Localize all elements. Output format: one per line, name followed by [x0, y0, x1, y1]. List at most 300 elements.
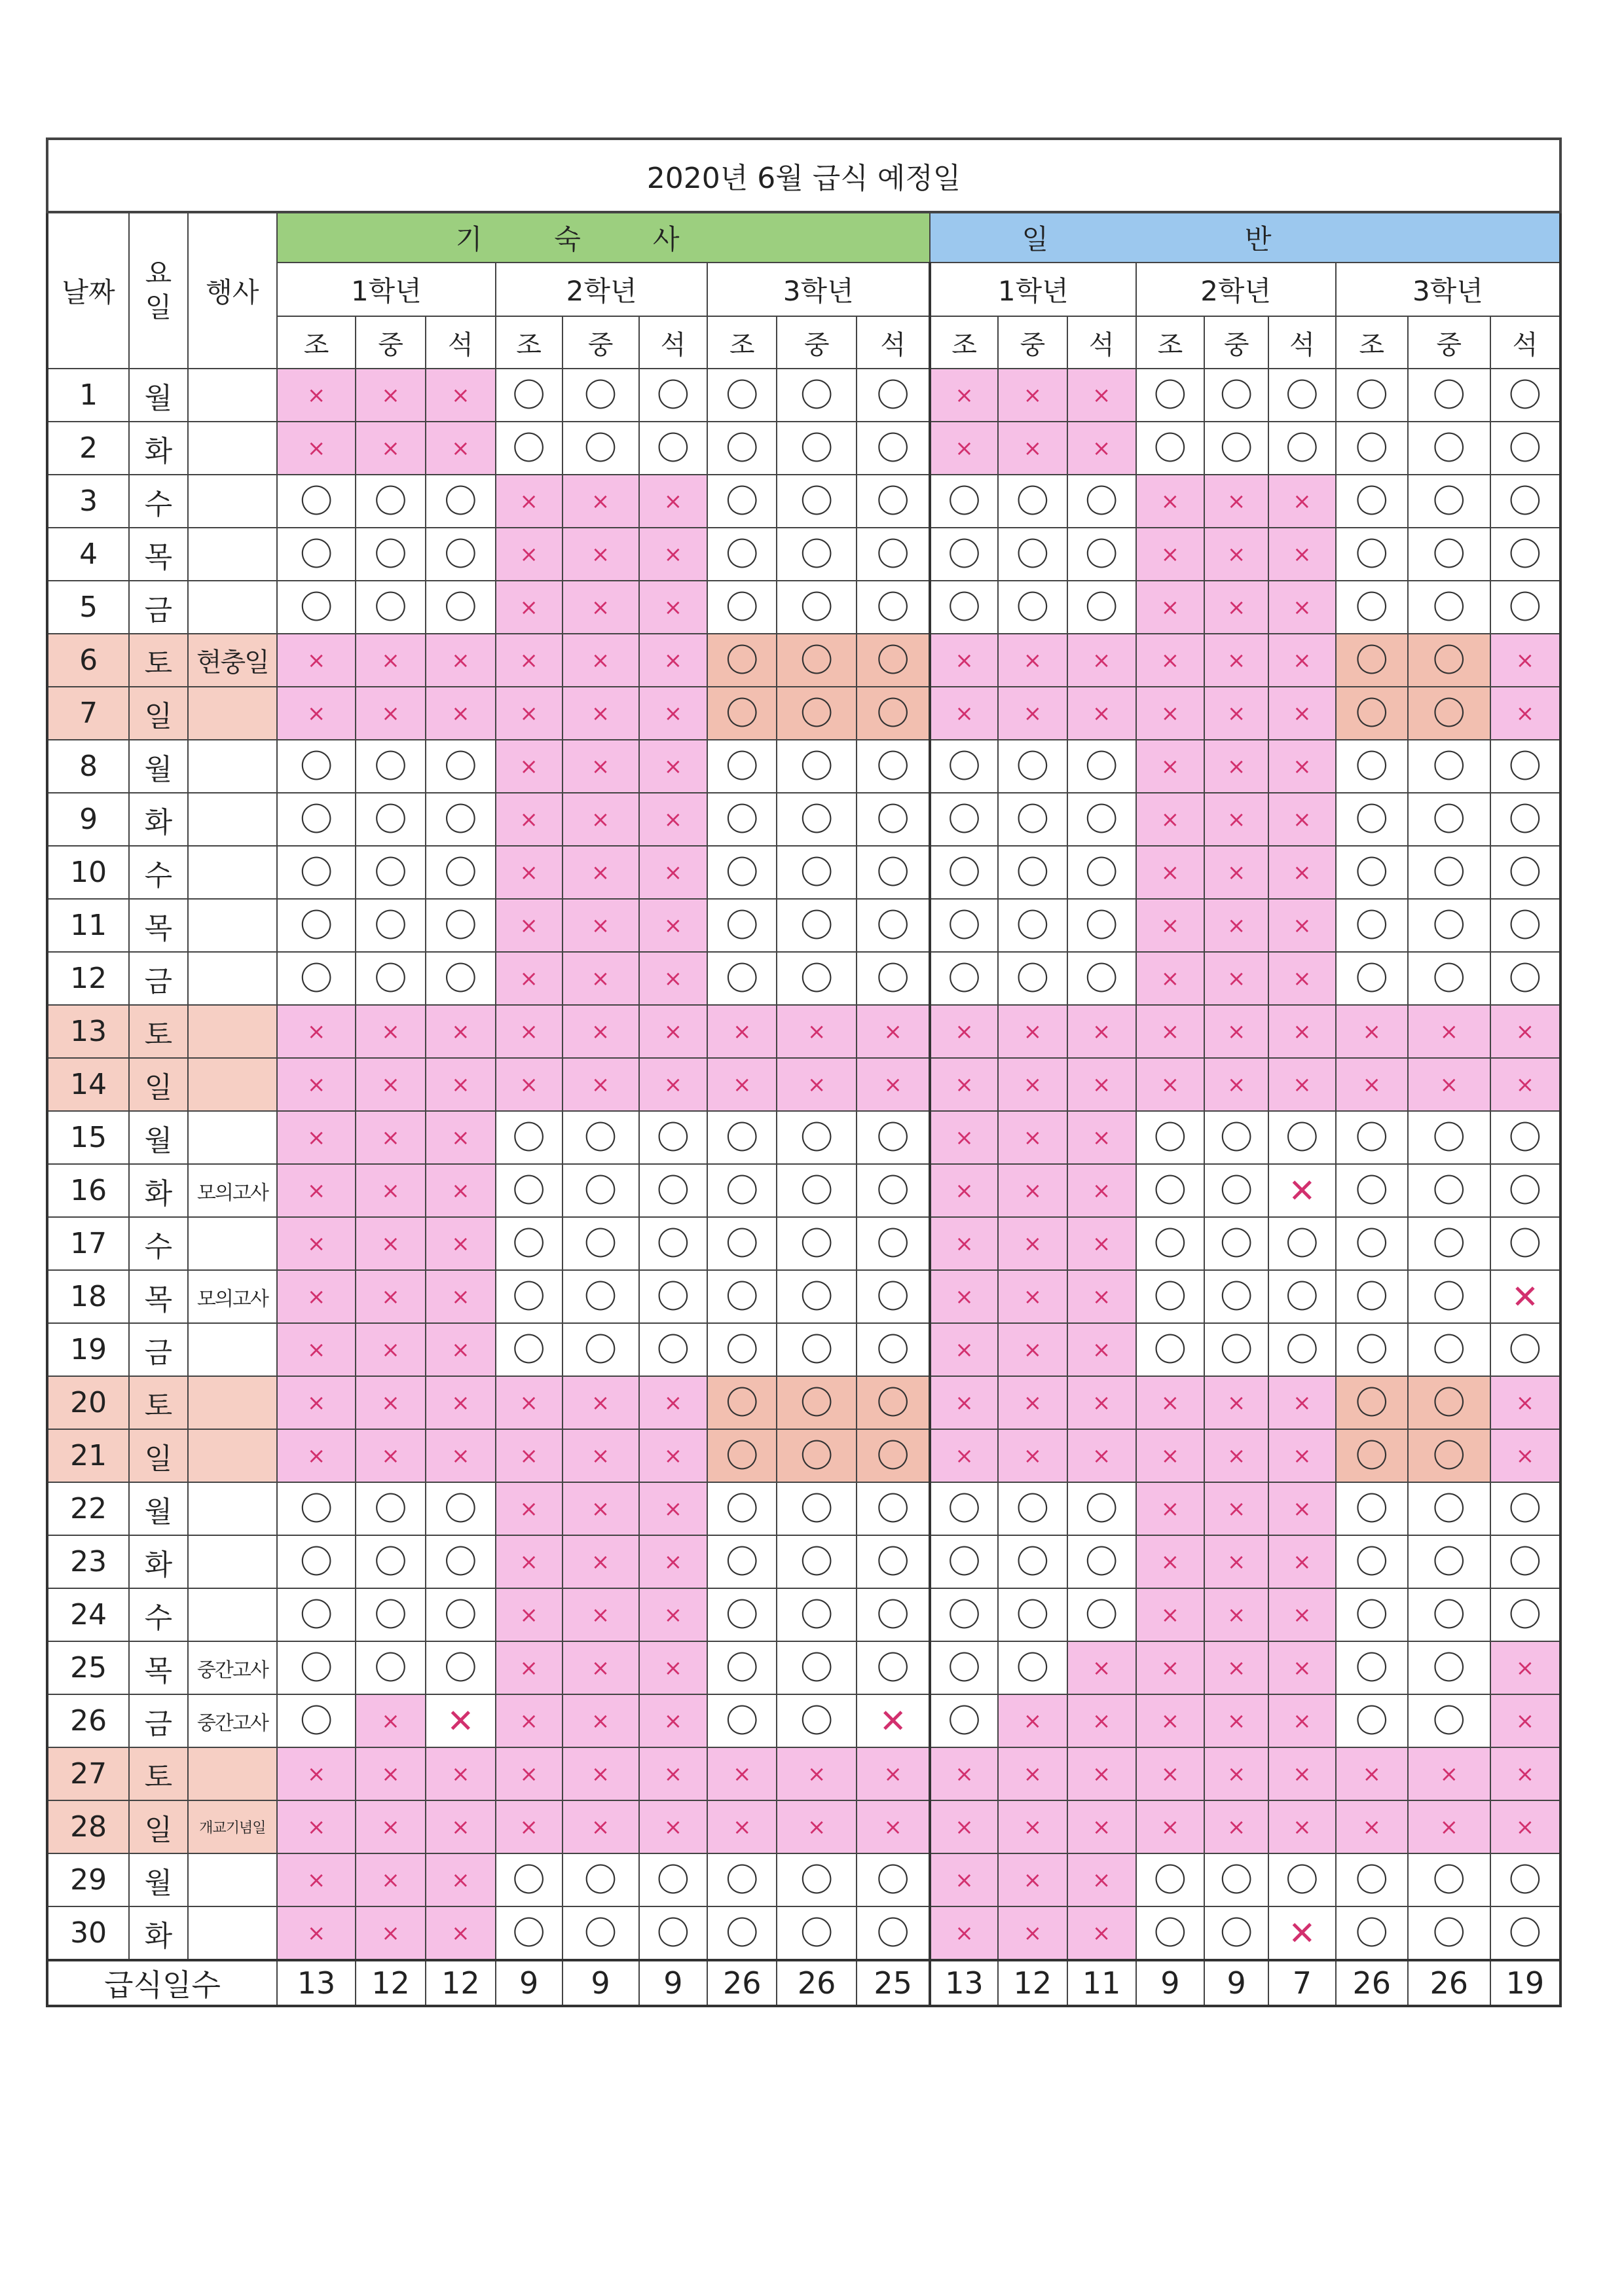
no-meal-mark: × — [1067, 422, 1136, 475]
no-meal-mark: × — [998, 1217, 1067, 1270]
meal-mark: 〇 — [857, 1323, 930, 1376]
no-meal-mark: × — [1067, 1800, 1136, 1853]
meal-mark: 〇 — [639, 1111, 708, 1164]
no-meal-mark: × — [426, 369, 496, 422]
meal-mark: 〇 — [639, 1853, 708, 1906]
event-cell — [188, 581, 277, 634]
meal-mark: 〇 — [1067, 475, 1136, 528]
meal-mark: 〇 — [1336, 422, 1408, 475]
total-value: 9 — [639, 1960, 708, 2006]
no-meal-mark: × — [496, 1694, 563, 1747]
meal-mark: 〇 — [563, 1217, 639, 1270]
meal-header: 중 — [777, 316, 857, 369]
no-meal-mark: × — [1204, 846, 1268, 899]
meal-header: 중 — [1408, 316, 1490, 369]
meal-mark: 〇 — [563, 1164, 639, 1217]
meal-mark: 〇 — [998, 740, 1067, 793]
meal-mark: 〇 — [1204, 1217, 1268, 1270]
no-meal-mark: × — [639, 634, 708, 687]
grade-header: 1학년 — [277, 263, 496, 316]
meal-mark: 〇 — [1136, 1217, 1205, 1270]
meal-mark: 〇 — [1336, 740, 1408, 793]
no-meal-mark: × — [563, 1588, 639, 1641]
no-meal-mark: × — [1136, 793, 1205, 846]
header-dow — [129, 212, 188, 369]
dow-cell: 토 — [129, 1005, 188, 1058]
no-meal-mark: × — [1268, 1535, 1336, 1588]
meal-mark: 〇 — [1336, 1853, 1408, 1906]
page-title: 2020년 6월 급식 예정일 — [47, 139, 1560, 212]
no-meal-mark: × — [1204, 634, 1268, 687]
no-meal-mark: × — [998, 687, 1067, 740]
meal-mark: 〇 — [857, 793, 930, 846]
meal-mark: 〇 — [1136, 1906, 1205, 1960]
no-meal-mark: × — [639, 1588, 708, 1641]
meal-mark: 〇 — [1067, 1588, 1136, 1641]
meal-mark: 〇 — [777, 1588, 857, 1641]
date-cell: 27 — [47, 1747, 129, 1800]
meal-mark: 〇 — [1490, 1111, 1560, 1164]
dow-cell: 금 — [129, 952, 188, 1005]
dow-cell: 수 — [129, 1588, 188, 1641]
meal-mark: 〇 — [857, 1217, 930, 1270]
table-row — [47, 1164, 1560, 1217]
no-meal-mark: × — [356, 369, 426, 422]
no-meal-mark: × — [1067, 1058, 1136, 1111]
no-meal-mark: × — [1204, 952, 1268, 1005]
no-meal-mark: × — [639, 475, 708, 528]
meal-mark: 〇 — [1336, 899, 1408, 952]
event-cell: 중간고사 — [188, 1641, 277, 1694]
event-cell — [188, 475, 277, 528]
header-dow-text: 요 일 — [145, 257, 172, 323]
date-cell: 22 — [47, 1482, 129, 1535]
meal-mark: 〇 — [777, 1323, 857, 1376]
no-meal-mark: × — [857, 1747, 930, 1800]
table-row — [47, 581, 1560, 634]
meal-mark: 〇 — [1336, 1588, 1408, 1641]
meal-mark: 〇 — [1268, 1111, 1336, 1164]
meal-mark: 〇 — [639, 1323, 708, 1376]
meal-mark: 〇 — [563, 422, 639, 475]
no-meal-mark: × — [777, 1800, 857, 1853]
date-cell: 18 — [47, 1270, 129, 1323]
meal-mark: 〇 — [707, 1376, 777, 1429]
no-meal-mark: × — [496, 1429, 563, 1482]
no-meal-mark: × — [356, 1323, 426, 1376]
no-meal-mark: × — [426, 1058, 496, 1111]
meal-mark: 〇 — [1268, 1217, 1336, 1270]
meal-mark: 〇 — [356, 740, 426, 793]
grade-header: 3학년 — [707, 263, 930, 316]
meal-mark: 〇 — [1336, 369, 1408, 422]
no-meal-mark: × — [998, 1376, 1067, 1429]
meal-mark: 〇 — [857, 740, 930, 793]
meal-mark: 〇 — [1408, 528, 1490, 581]
no-meal-mark: × — [563, 475, 639, 528]
meal-mark: 〇 — [1136, 1111, 1205, 1164]
no-meal-mark: × — [1136, 528, 1205, 581]
no-meal-mark: × — [426, 1853, 496, 1906]
event-cell — [188, 1005, 277, 1058]
no-meal-mark: × — [639, 740, 708, 793]
no-meal-mark: × — [1136, 899, 1205, 952]
total-value: 26 — [1336, 1960, 1408, 2006]
meal-mark: 〇 — [277, 1535, 356, 1588]
no-meal-mark: × — [356, 687, 426, 740]
no-meal-mark: × — [496, 1588, 563, 1641]
no-meal-mark: × — [426, 1217, 496, 1270]
no-meal-mark: × — [426, 1906, 496, 1960]
no-meal-mark: × — [1408, 1005, 1490, 1058]
header-date: 날짜 — [47, 212, 129, 369]
meal-mark: 〇 — [777, 1270, 857, 1323]
meal-header: 조 — [496, 316, 563, 369]
dow-cell: 목 — [129, 1641, 188, 1694]
meal-mark: 〇 — [857, 899, 930, 952]
meal-mark: 〇 — [707, 1217, 777, 1270]
meal-mark: 〇 — [777, 634, 857, 687]
meal-mark: 〇 — [857, 1853, 930, 1906]
no-meal-mark: × — [777, 1005, 857, 1058]
no-meal-mark: × — [1268, 1588, 1336, 1641]
no-meal-mark: × — [998, 1853, 1067, 1906]
meal-header: 조 — [1336, 316, 1408, 369]
meal-mark: 〇 — [563, 1853, 639, 1906]
date-cell: 1 — [47, 369, 129, 422]
no-meal-mark: × — [1268, 952, 1336, 1005]
no-meal-mark: × — [1268, 634, 1336, 687]
date-cell: 17 — [47, 1217, 129, 1270]
no-meal-mark: × — [930, 687, 998, 740]
meal-mark: 〇 — [1336, 1270, 1408, 1323]
header-event: 행사 — [188, 212, 277, 369]
total-value: 7 — [1268, 1960, 1336, 2006]
no-meal-mark: × — [707, 1800, 777, 1853]
table-row — [47, 1111, 1560, 1164]
meal-mark: 〇 — [930, 528, 998, 581]
no-meal-mark: × — [998, 422, 1067, 475]
meal-mark: 〇 — [1490, 1164, 1560, 1217]
no-meal-mark: × — [1268, 1747, 1336, 1800]
no-meal-mark: × — [639, 1694, 708, 1747]
no-meal-mark: × — [1336, 1005, 1408, 1058]
meal-mark: 〇 — [1408, 581, 1490, 634]
meal-mark: 〇 — [1067, 528, 1136, 581]
no-meal-mark: ✕ — [1268, 1906, 1336, 1960]
meal-mark: 〇 — [707, 899, 777, 952]
date-cell: 8 — [47, 740, 129, 793]
no-meal-mark: × — [356, 1376, 426, 1429]
meal-mark: 〇 — [777, 475, 857, 528]
meal-mark: 〇 — [1408, 1270, 1490, 1323]
no-meal-mark: × — [639, 687, 708, 740]
meal-mark: 〇 — [1408, 1482, 1490, 1535]
no-meal-mark: × — [426, 422, 496, 475]
no-meal-mark: × — [930, 634, 998, 687]
group-header-dorm: 기숙사 — [277, 212, 930, 263]
meal-mark: 〇 — [1268, 1853, 1336, 1906]
dow-cell: 일 — [129, 1800, 188, 1853]
no-meal-mark: × — [563, 1800, 639, 1853]
no-meal-mark: × — [277, 1800, 356, 1853]
no-meal-mark: × — [277, 422, 356, 475]
no-meal-mark: × — [930, 1164, 998, 1217]
meal-mark: 〇 — [1408, 740, 1490, 793]
meal-mark: 〇 — [857, 846, 930, 899]
dow-cell: 월 — [129, 1482, 188, 1535]
totals-row — [47, 1960, 1560, 2006]
meal-mark: 〇 — [1336, 1376, 1408, 1429]
meal-mark: 〇 — [356, 952, 426, 1005]
dow-cell: 월 — [129, 740, 188, 793]
meal-mark: 〇 — [1490, 952, 1560, 1005]
meal-mark: 〇 — [707, 687, 777, 740]
meal-mark: 〇 — [1490, 369, 1560, 422]
event-cell — [188, 369, 277, 422]
dow-cell: 금 — [129, 1323, 188, 1376]
event-cell — [188, 1588, 277, 1641]
total-value: 9 — [563, 1960, 639, 2006]
no-meal-mark: × — [1268, 1800, 1336, 1853]
meal-mark: 〇 — [1408, 1429, 1490, 1482]
meal-mark: 〇 — [777, 1853, 857, 1906]
meal-mark: 〇 — [998, 899, 1067, 952]
no-meal-mark: × — [1268, 740, 1336, 793]
date-cell: 5 — [47, 581, 129, 634]
event-cell — [188, 1376, 277, 1429]
meal-header: 중 — [998, 316, 1067, 369]
meal-mark: 〇 — [1268, 369, 1336, 422]
meal-mark: 〇 — [930, 1482, 998, 1535]
meal-mark: 〇 — [1490, 1853, 1560, 1906]
no-meal-mark: × — [496, 475, 563, 528]
event-cell: 현충일 — [188, 634, 277, 687]
dow-cell: 토 — [129, 1376, 188, 1429]
table-row — [47, 899, 1560, 952]
no-meal-mark: × — [356, 1853, 426, 1906]
meal-mark: 〇 — [639, 1906, 708, 1960]
no-meal-mark: × — [496, 528, 563, 581]
meal-mark: 〇 — [1204, 1323, 1268, 1376]
date-cell: 25 — [47, 1641, 129, 1694]
table-row — [47, 528, 1560, 581]
no-meal-mark: × — [857, 1800, 930, 1853]
dow-cell: 목 — [129, 528, 188, 581]
no-meal-mark: × — [998, 1270, 1067, 1323]
meal-mark: 〇 — [1490, 1482, 1560, 1535]
meal-header: 중 — [563, 316, 639, 369]
table-row — [47, 793, 1560, 846]
meal-mark: 〇 — [277, 528, 356, 581]
no-meal-mark: × — [496, 740, 563, 793]
meal-mark: 〇 — [1408, 1376, 1490, 1429]
no-meal-mark: × — [1204, 793, 1268, 846]
meal-mark: 〇 — [1136, 1323, 1205, 1376]
event-cell — [188, 528, 277, 581]
no-meal-mark: × — [930, 369, 998, 422]
meal-mark: 〇 — [777, 1376, 857, 1429]
meal-mark: 〇 — [1136, 1164, 1205, 1217]
no-meal-mark: × — [639, 1429, 708, 1482]
no-meal-mark: × — [1136, 1376, 1205, 1429]
meal-mark: 〇 — [426, 846, 496, 899]
meal-mark: 〇 — [277, 1588, 356, 1641]
no-meal-mark: × — [777, 1058, 857, 1111]
no-meal-mark: × — [1268, 475, 1336, 528]
no-meal-mark: × — [1136, 1800, 1205, 1853]
no-meal-mark: × — [1204, 1376, 1268, 1429]
meal-mark: 〇 — [857, 1429, 930, 1482]
no-meal-mark: × — [998, 634, 1067, 687]
no-meal-mark: × — [1067, 1641, 1136, 1694]
grade-header: 1학년 — [930, 263, 1135, 316]
meal-mark: 〇 — [857, 1164, 930, 1217]
meal-mark: 〇 — [930, 475, 998, 528]
meal-mark: 〇 — [1204, 1270, 1268, 1323]
meal-mark: 〇 — [277, 793, 356, 846]
meal-mark: 〇 — [707, 1270, 777, 1323]
dow-cell: 목 — [129, 1270, 188, 1323]
no-meal-mark: × — [356, 1906, 426, 1960]
no-meal-mark: × — [1204, 1005, 1268, 1058]
no-meal-mark: × — [998, 1429, 1067, 1482]
no-meal-mark: × — [356, 1058, 426, 1111]
no-meal-mark: × — [426, 634, 496, 687]
no-meal-mark: × — [277, 1376, 356, 1429]
meal-mark: 〇 — [426, 581, 496, 634]
no-meal-mark: × — [1204, 1641, 1268, 1694]
no-meal-mark: × — [426, 1111, 496, 1164]
meal-header: 조 — [707, 316, 777, 369]
event-cell — [188, 1111, 277, 1164]
no-meal-mark: × — [1204, 1058, 1268, 1111]
total-value: 11 — [1067, 1960, 1136, 2006]
meal-mark: 〇 — [426, 740, 496, 793]
no-meal-mark: × — [496, 1482, 563, 1535]
no-meal-mark: × — [1336, 1058, 1408, 1111]
total-value: 26 — [707, 1960, 777, 2006]
no-meal-mark: × — [277, 1270, 356, 1323]
meal-mark: 〇 — [1268, 1270, 1336, 1323]
no-meal-mark: × — [930, 1323, 998, 1376]
no-meal-mark: × — [1204, 740, 1268, 793]
table-row — [47, 1058, 1560, 1111]
meal-header: 조 — [277, 316, 356, 369]
meal-mark: 〇 — [1490, 1217, 1560, 1270]
meal-mark: 〇 — [496, 1906, 563, 1960]
meal-mark: 〇 — [777, 1217, 857, 1270]
no-meal-mark: × — [707, 1747, 777, 1800]
no-meal-mark: × — [998, 1323, 1067, 1376]
meal-mark: 〇 — [356, 1535, 426, 1588]
meal-mark: 〇 — [1336, 1217, 1408, 1270]
meal-mark: 〇 — [930, 1588, 998, 1641]
total-value: 12 — [998, 1960, 1067, 2006]
meal-mark: 〇 — [1268, 1323, 1336, 1376]
meal-mark: 〇 — [356, 899, 426, 952]
no-meal-mark: × — [1204, 1429, 1268, 1482]
no-meal-mark: × — [857, 1005, 930, 1058]
no-meal-mark: × — [426, 1323, 496, 1376]
no-meal-mark: × — [496, 1641, 563, 1694]
no-meal-mark: × — [1408, 1747, 1490, 1800]
meal-mark: 〇 — [707, 1588, 777, 1641]
no-meal-mark: × — [426, 1800, 496, 1853]
total-value: 9 — [1204, 1960, 1268, 2006]
table-row — [47, 1694, 1560, 1747]
no-meal-mark: × — [563, 581, 639, 634]
meal-mark: 〇 — [930, 952, 998, 1005]
event-cell: 중간고사 — [188, 1694, 277, 1747]
dow-cell: 월 — [129, 369, 188, 422]
meal-mark: 〇 — [1408, 1853, 1490, 1906]
no-meal-mark: ✕ — [1490, 1270, 1560, 1323]
date-cell: 12 — [47, 952, 129, 1005]
event-cell — [188, 687, 277, 740]
table-row — [47, 687, 1560, 740]
event-cell: 모의고사 — [188, 1164, 277, 1217]
no-meal-mark: × — [1490, 1641, 1560, 1694]
no-meal-mark: × — [563, 793, 639, 846]
meal-mark: 〇 — [426, 1482, 496, 1535]
no-meal-mark: × — [277, 1217, 356, 1270]
no-meal-mark: × — [356, 422, 426, 475]
dow-cell: 토 — [129, 634, 188, 687]
meal-mark: 〇 — [426, 528, 496, 581]
no-meal-mark: × — [496, 634, 563, 687]
no-meal-mark: × — [496, 846, 563, 899]
meal-mark: 〇 — [639, 369, 708, 422]
meal-mark: 〇 — [356, 1482, 426, 1535]
meal-mark: 〇 — [356, 1641, 426, 1694]
no-meal-mark: × — [639, 1535, 708, 1588]
no-meal-mark: × — [639, 1482, 708, 1535]
meal-header: 중 — [1204, 316, 1268, 369]
meal-mark: 〇 — [1408, 687, 1490, 740]
meal-mark: 〇 — [496, 1164, 563, 1217]
meal-mark: 〇 — [998, 1482, 1067, 1535]
no-meal-mark: × — [1067, 369, 1136, 422]
no-meal-mark: × — [777, 1747, 857, 1800]
meal-mark: 〇 — [707, 1641, 777, 1694]
table-row — [47, 1800, 1560, 1853]
no-meal-mark: × — [1136, 740, 1205, 793]
no-meal-mark: × — [563, 528, 639, 581]
meal-mark: 〇 — [563, 1323, 639, 1376]
date-cell: 24 — [47, 1588, 129, 1641]
no-meal-mark: × — [639, 1058, 708, 1111]
no-meal-mark: × — [1490, 1058, 1560, 1111]
no-meal-mark: × — [1268, 687, 1336, 740]
table-row — [47, 1429, 1560, 1482]
meal-mark: 〇 — [930, 793, 998, 846]
dow-cell: 수 — [129, 1217, 188, 1270]
meal-mark: 〇 — [563, 1270, 639, 1323]
no-meal-mark: × — [563, 1747, 639, 1800]
table-row — [47, 634, 1560, 687]
no-meal-mark: × — [1268, 528, 1336, 581]
no-meal-mark: × — [1067, 1906, 1136, 1960]
meal-schedule-table — [46, 137, 1562, 2007]
no-meal-mark: × — [1268, 1005, 1336, 1058]
meal-mark: 〇 — [639, 422, 708, 475]
no-meal-mark: × — [1136, 475, 1205, 528]
meal-mark: 〇 — [496, 1853, 563, 1906]
meal-mark: 〇 — [277, 1641, 356, 1694]
meal-mark: 〇 — [707, 1111, 777, 1164]
meal-mark: 〇 — [1336, 846, 1408, 899]
